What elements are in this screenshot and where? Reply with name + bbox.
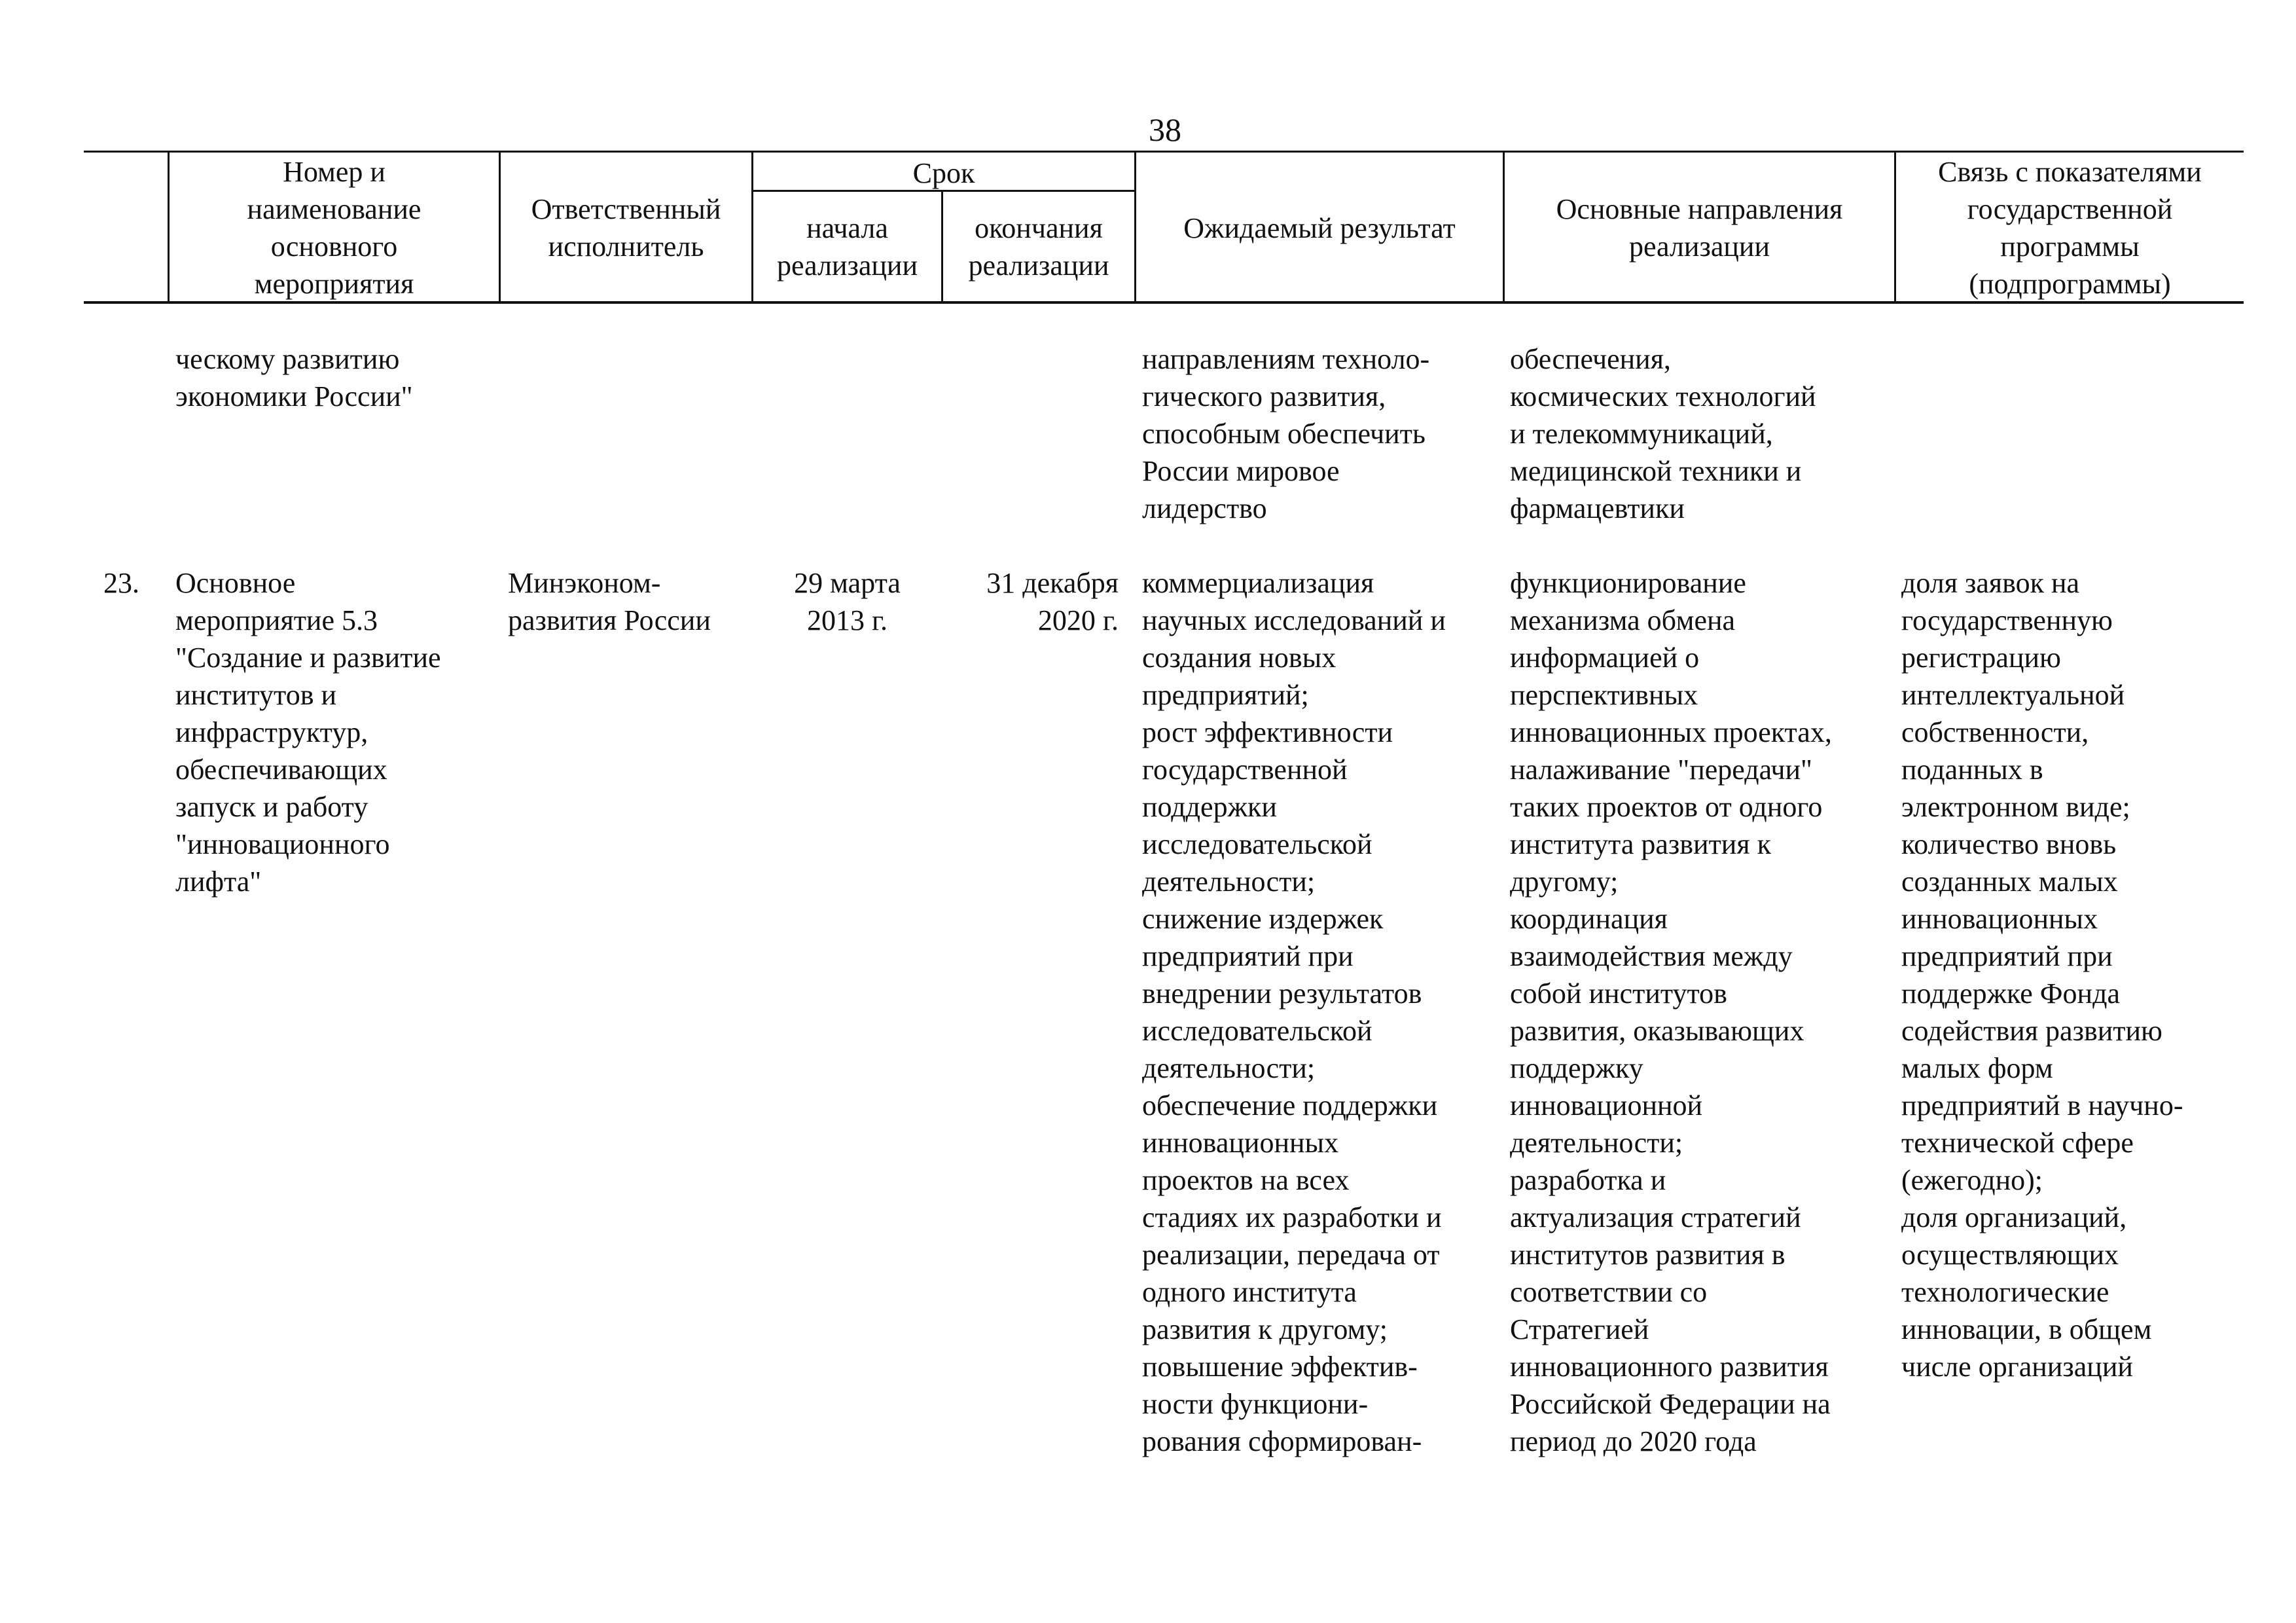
header-term-start bbox=[753, 192, 941, 301]
row-directions: функционирование механизма обмена информацией о перспективных инновационных проектах, налаживание "передачи" таких проектов от одного института развития к другому; координация взаимодействия между собой институтов развития, оказывающих поддержку инновационной деятельности; разработка и актуализация стратегий институтов развития в соответствии со Стратегией инновационного развития Российской Федерации на период до 2020 года bbox=[1510, 567, 1832, 1457]
header-executor-text: Ответственный исполнитель bbox=[531, 193, 721, 263]
row-measure: Основное мероприятие 5.3 "Создание и развитие институтов и инфраструктур, обеспечивающих запуск и работу "инновационного лифта" bbox=[175, 567, 441, 898]
header-directions-text: Основные направления реализации bbox=[1556, 193, 1843, 263]
header-expected-result bbox=[1136, 155, 1503, 301]
row-executor: Минэконом- развития России bbox=[508, 567, 711, 636]
row-result: направлениям техноло- гического развития, способным обеспечить России мировое лидерство bbox=[1142, 343, 1430, 524]
header-term-end bbox=[943, 192, 1134, 301]
row-number: 23. bbox=[103, 567, 139, 599]
row-measure: ческому развитию экономики России" bbox=[175, 343, 413, 412]
row-directions: обеспечения, космических технологий и телекоммуникаций, медицинской техники и фармацевтики bbox=[1510, 343, 1816, 524]
header-indicators bbox=[1896, 155, 2244, 301]
row-start-date: 29 марта 2013 г. bbox=[794, 567, 901, 636]
header-term-start-text: начала реализации bbox=[776, 211, 918, 282]
header-expected-result-text: Ожидаемый результат bbox=[1183, 211, 1456, 244]
page-number: 38 bbox=[1149, 111, 1181, 148]
row-indicators: доля заявок на государственную регистрацию интеллектуальной собственности, поданных в электронном виде; количество вновь созданных малых инновационных предприятий при поддержке Фонда содействия развитию малых форм предприятий в научно- технической сфере (ежегодно); доля организаций, осуществляющих технологические инновации, в общем числе организаций bbox=[1901, 567, 2183, 1383]
row-end-date: 31 декабря 2020 г. bbox=[986, 567, 1119, 636]
header-indicators-text: Связь с показателями государственной программы (подпрограммы) bbox=[1938, 156, 2202, 300]
header-directions bbox=[1505, 155, 1894, 301]
table-top-border bbox=[84, 151, 2244, 153]
header-term-end-text: окончания реализации bbox=[968, 211, 1109, 282]
header-measure-text: Номер и наименование основного мероприятия bbox=[247, 156, 422, 300]
header-measure bbox=[170, 155, 499, 301]
header-term: Срок bbox=[912, 157, 975, 189]
row-result: коммерциализация научных исследований и создания новых предприятий; рост эффективности государственной поддержки исследовательской деятельности; снижение издержек предприятий при внедрении результатов исследовательской деятельности; обеспечение поддержки инновационных проектов на всех стадиях их разработки и реализации, передача от одного института развития к другому; повышение эффектив- ности функциони- рования сформирован- bbox=[1142, 567, 1446, 1457]
header-executor bbox=[501, 155, 751, 301]
